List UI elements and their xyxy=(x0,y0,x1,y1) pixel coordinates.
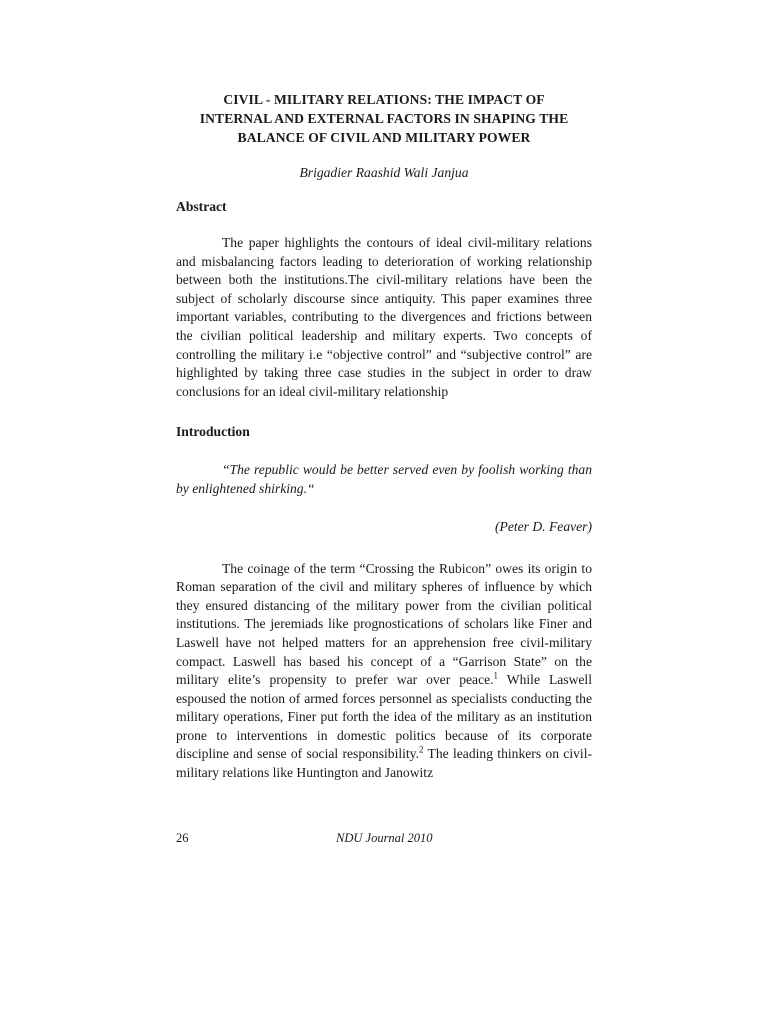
journal-name: NDU Journal 2010 xyxy=(336,831,433,845)
page-footer xyxy=(176,831,592,849)
abstract-paragraph: The paper highlights the contours of ideal civil-military relations and misbalancing factors leading to deterioration of working relationship between both the institutions.The civil-military relations have been the subject of scholarly discourse since antiquity. This paper examines three important variables, contributing to the divergences and frictions between the civilian political leadership and military experts. Two concepts of controlling the military i.e “objective control” and “subjective control” are highlighted by taking three case studies in the subject in order to draw conclusions for an ideal civil-military relationship xyxy=(176,235,592,399)
title-line: CIVIL - MILITARY RELATIONS: THE IMPACT OF xyxy=(223,92,545,107)
title-line: BALANCE OF CIVIL AND MILITARY POWER xyxy=(237,130,531,145)
article-page xyxy=(176,90,592,783)
introduction-heading: Introduction xyxy=(176,424,250,440)
article-title xyxy=(176,90,592,147)
abstract-heading: Abstract xyxy=(176,199,227,214)
epigraph-attribution: (Peter D. Feaver) xyxy=(495,518,592,534)
title-line: INTERNAL AND EXTERNAL FACTORS IN SHAPING THE xyxy=(199,111,569,126)
author-name: Brigadier Raashid Wali Janjua xyxy=(299,165,469,180)
introduction-paragraph xyxy=(176,560,592,783)
paragraph-text: The coinage of the term “Crossing the Rubicon” owes its origin to Roman separation of the civil and military spheres of influence by which they ensured distancing of the military power from the civilian political institutions. The jeremiads like prognostications of scholars like Finer and Laswell have not helped matters for an apprehension free civil-military compact. Laswell has based his concept of a “Garrison State” on the military elite’s propensity to prefer war over peace. xyxy=(176,560,592,688)
paragraph-text: While Laswell espoused the notion of armed forces personnel as specialists conducting the military operations, Finer put forth the idea of the military as an institution prone to interventions in domestic politics because of its corporate discipline and sense of social responsibility. xyxy=(176,672,592,762)
page-number: 26 xyxy=(176,831,189,845)
epigraph-quote: “The republic would be better served even by foolish working than by enlightened shirking.“ xyxy=(176,462,592,496)
footnote-marker-2[interactable]: 2 xyxy=(419,744,424,755)
paragraph-text: The leading thinkers on civil-military relations like Huntington and Janowitz xyxy=(176,746,592,781)
footnote-marker-1[interactable]: 1 xyxy=(493,670,499,681)
